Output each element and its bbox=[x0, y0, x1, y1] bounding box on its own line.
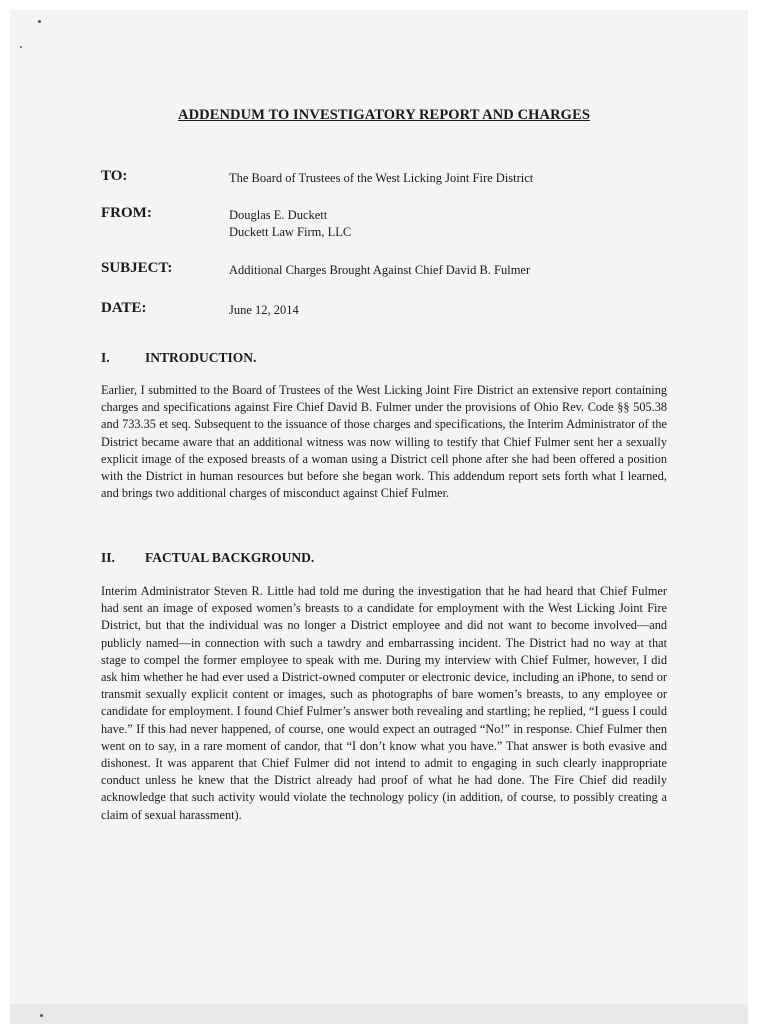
memo-to-label: TO: bbox=[101, 168, 128, 184]
section-number: II. bbox=[101, 550, 115, 565]
memo-date-value: June 12, 2014 bbox=[229, 303, 299, 317]
memo-from-firm: Duckett Law Firm, LLC bbox=[229, 225, 352, 239]
scan-speck bbox=[20, 46, 22, 48]
section-heading-factual-background: FACTUAL BACKGROUND. bbox=[145, 550, 315, 565]
memo-date-label: DATE: bbox=[101, 300, 147, 316]
introduction-paragraph: Earlier, I submitted to the Board of Trustees of the West Licking Joint Fire District an extensive report containing charges and specifications against Fire Chief David B. Fulmer under the provisions of Ohio Rev. Code §§ 505.38 and 733.35 et seq. Subsequent to the issuance of those charges and specifications, the Interim Administrator of the District became aware that an additional witness was now willing to testify that Chief Fulmer sent her a sexually explicit image of the exposed breasts of a woman using a District cell phone after she had been offered a position with the District in human resources but before she began work. This addendum report sets forth what I learned, and brings two additional charges of misconduct against Chief Fulmer. bbox=[101, 383, 667, 501]
scan-bottom-edge bbox=[10, 1004, 748, 1024]
scanned-page bbox=[10, 10, 748, 1024]
factual-background-paragraph: Interim Administrator Steven R. Little had told me during the investigation that he had heard that Chief Fulmer had sent an image of exposed women’s breasts to a candidate for employment with the West Licking Joint Fire District, but that the individual was no longer a District employee and did not want to become involved—and publicly named—in connection with such a tawdry and embarrassing incident. The District had no way at that stage to compel the former employee to speak with me. During my interview with Chief Fulmer, however, I did ask him whether he had ever used a District-owned computer or electronic device, including an iPhone, to send or transmit sexually explicit content or images, such as photographs of bare women’s breasts, to any employee or candidate for employment. I found Chief Fulmer’s answer both revealing and startling; he replied, “I guess I could have.” If this had never happened, of course, one would expect an outraged “No!” in response. Chief Fulmer then went on to say, in a rare moment of candor, that “I don’t know what you have.” That answer is both evasive and dishonest. It was apparent that Chief Fulmer did not intend to admit to engaging in such clearly inappropriate conduct unless he knew that the District already had proof of what he had done. The Fire Chief did readily acknowledge that such activity would violate the technology policy (in addition, of course, to possibly creating a claim of sexual harassment). bbox=[101, 584, 667, 822]
memo-from-name: Douglas E. Duckett bbox=[229, 208, 328, 222]
memo-from-label: FROM: bbox=[101, 205, 152, 221]
memo-subject-value: Additional Charges Brought Against Chief David B. Fulmer bbox=[229, 263, 531, 277]
scan-speck bbox=[40, 1014, 43, 1017]
section-heading-introduction: INTRODUCTION. bbox=[145, 350, 257, 365]
document-title: ADDENDUM TO INVESTIGATORY REPORT AND CHARGES bbox=[178, 107, 590, 123]
section-number: I. bbox=[101, 350, 110, 365]
memo-subject-label: SUBJECT: bbox=[101, 260, 173, 276]
memo-to-value: The Board of Trustees of the West Licking Joint Fire District bbox=[229, 171, 534, 185]
scan-speck bbox=[38, 20, 41, 23]
